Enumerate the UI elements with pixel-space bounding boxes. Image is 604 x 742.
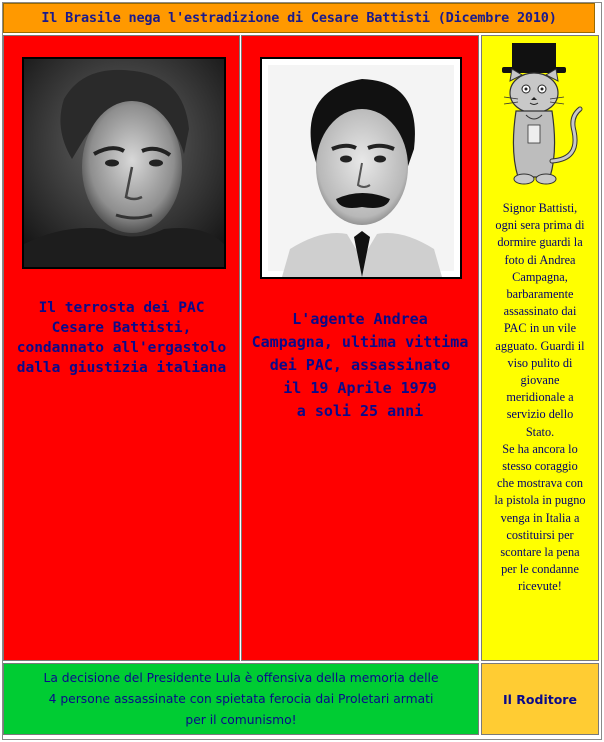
letter-line: assassinato dai	[503, 304, 577, 319]
caption-line: il 19 Aprile 1979	[283, 379, 437, 397]
caption-line: dalla giustizia italiana	[16, 360, 227, 376]
letter-line: agguato. Guardi il	[495, 338, 585, 353]
caption-line: dei PAC, assassinato	[269, 356, 451, 374]
letter-line: venga in Italia a	[500, 510, 580, 525]
cat-top-hat-icon	[490, 41, 590, 191]
letter-line: meridionale a	[506, 390, 574, 405]
caption-line: Campagna, ultima vittima	[251, 333, 469, 351]
letter-line: Signor Battisti,	[502, 201, 578, 215]
letter-line: servizio dello	[506, 407, 574, 422]
campagna-photo	[260, 57, 462, 279]
letter-text	[482, 200, 598, 596]
letter-line: ricevute!	[518, 579, 562, 594]
campagna-caption	[242, 308, 478, 423]
letter-line: scontare la pena	[500, 545, 580, 560]
footer-line: La decisione del Presidente Lula è offensiva della memoria delle	[43, 671, 439, 685]
letter-line: dormire guardi la	[497, 235, 583, 250]
battisti-panel	[3, 35, 240, 661]
caption-line: L'agente Andrea	[292, 310, 428, 328]
page-title: Il Brasile nega l'estradizione di Cesare Battisti (Dicembre 2010)	[41, 10, 557, 26]
footer-statement	[8, 668, 474, 731]
caption-line: Cesare Battisti,	[51, 320, 192, 336]
battisti-portrait-image	[24, 59, 224, 267]
footer-statement-panel	[3, 663, 479, 735]
page-header	[3, 3, 595, 33]
letter-line: viso pulito di	[507, 355, 573, 370]
signature-panel	[481, 663, 599, 735]
letter-line: Campagna,	[512, 269, 568, 284]
letter-line: PAC in un vile	[503, 321, 577, 336]
campagna-portrait-image	[262, 59, 460, 277]
footer-line: per il comunismo!	[185, 713, 297, 727]
author-signature: Il Roditore	[503, 691, 577, 707]
letter-panel	[481, 35, 599, 661]
battisti-caption	[4, 298, 239, 378]
letter-line: ogni sera prima di	[495, 218, 585, 233]
letter-line: foto di Andrea	[504, 252, 576, 267]
caption-line: condannato all'ergastolo	[16, 340, 227, 356]
letter-line: Se ha ancora lo	[502, 441, 578, 456]
letter-line: Stato.	[525, 424, 555, 439]
letter-line: costituirsi per	[506, 527, 574, 542]
campagna-panel	[241, 35, 479, 661]
caption-line: Il terrosta dei PAC	[38, 300, 205, 316]
footer-line: 4 persone assassinate con spietata ferocia dai Proletari armati	[48, 692, 434, 706]
letter-line: la pistola in pugno	[494, 493, 586, 508]
letter-line: giovane	[520, 373, 560, 388]
battisti-photo	[22, 57, 226, 269]
caption-line: a soli 25 anni	[296, 402, 424, 420]
letter-line: barbaramente	[506, 287, 574, 302]
letter-line: che mostrava con	[496, 476, 584, 491]
letter-line: stesso coraggio	[502, 459, 578, 474]
letter-line: per le condanne	[501, 562, 579, 577]
